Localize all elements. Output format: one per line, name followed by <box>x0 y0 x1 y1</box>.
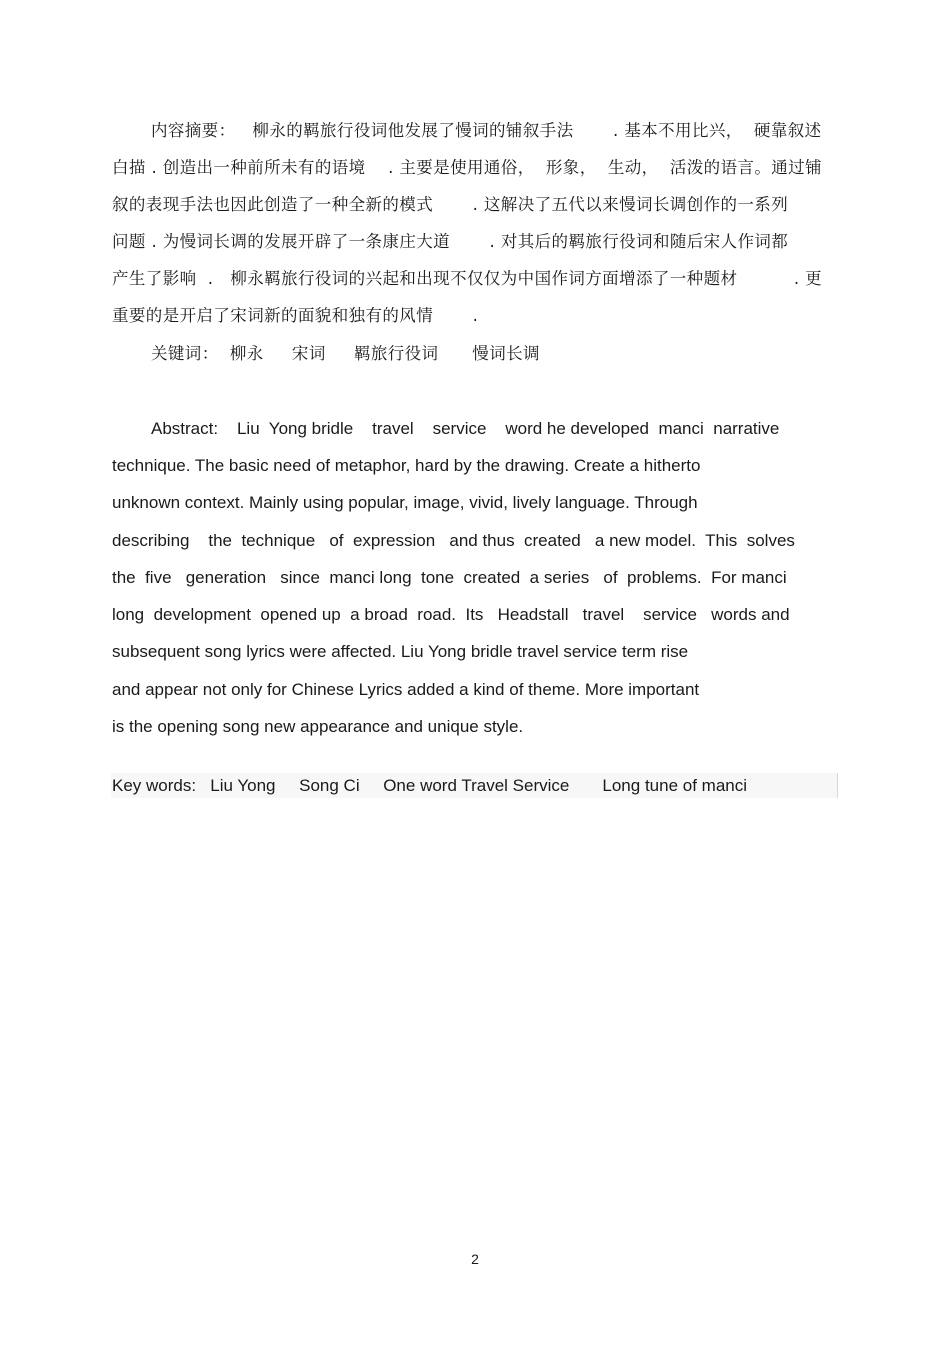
english-abstract-line: the five generation since manci long tone created a series of problems. For manci <box>112 568 787 587</box>
chinese-abstract-line: 内容摘要： 柳永的羁旅行役词他发展了慢词的铺叙手法 . 基本不用比兴， 硬靠叙述 <box>151 121 822 140</box>
english-abstract-line: unknown context. Mainly using popular, image, vivid, lively language. Through <box>112 493 698 512</box>
english-abstract-line: long development opened up a broad road. Its Headstall travel service words and <box>112 605 790 624</box>
chinese-keywords: 关键词： 柳永 宋词 羁旅行役词 慢词长调 <box>151 344 540 363</box>
english-abstract-line: describing the technique of expression and thus created a new model. This solves <box>112 531 795 550</box>
chinese-abstract-line: 重要的是开启了宋词新的面貌和独有的风情 . <box>112 306 479 325</box>
english-abstract-line: Abstract: Liu Yong bridle travel service word he developed manci narrative <box>151 419 780 438</box>
english-abstract-line: technique. The basic need of metaphor, hard by the drawing. Create a hitherto <box>112 456 701 475</box>
chinese-abstract-line: 产生了影响 . 柳永羁旅行役词的兴起和出现不仅仅为中国作词方面增添了一种题材 . 更 <box>112 269 823 288</box>
english-abstract-line: is the opening song new appearance and unique style. <box>112 717 524 736</box>
chinese-abstract-line: 问题 . 为慢词长调的发展开辟了一条康庄大道 . 对其后的羁旅行役词和随后宋人作词都 <box>112 232 789 251</box>
page-number: 2 <box>471 1251 479 1267</box>
english-keywords: Key words: Liu Yong Song Ci One word Travel Service Long tune of manci <box>112 776 748 795</box>
chinese-abstract-line: 白描 . 创造出一种前所未有的语境 . 主要是使用通俗， 形象， 生动， 活泼的语言。通过铺 <box>112 158 822 177</box>
chinese-abstract-line: 叙的表现手法也因此创造了一种全新的模式 . 这解决了五代以来慢词长调创作的一系列 <box>112 195 789 214</box>
english-abstract-line: subsequent song lyrics were affected. Liu Yong bridle travel service term rise <box>112 642 689 661</box>
english-abstract-line: and appear not only for Chinese Lyrics added a kind of theme. More important <box>112 680 700 699</box>
